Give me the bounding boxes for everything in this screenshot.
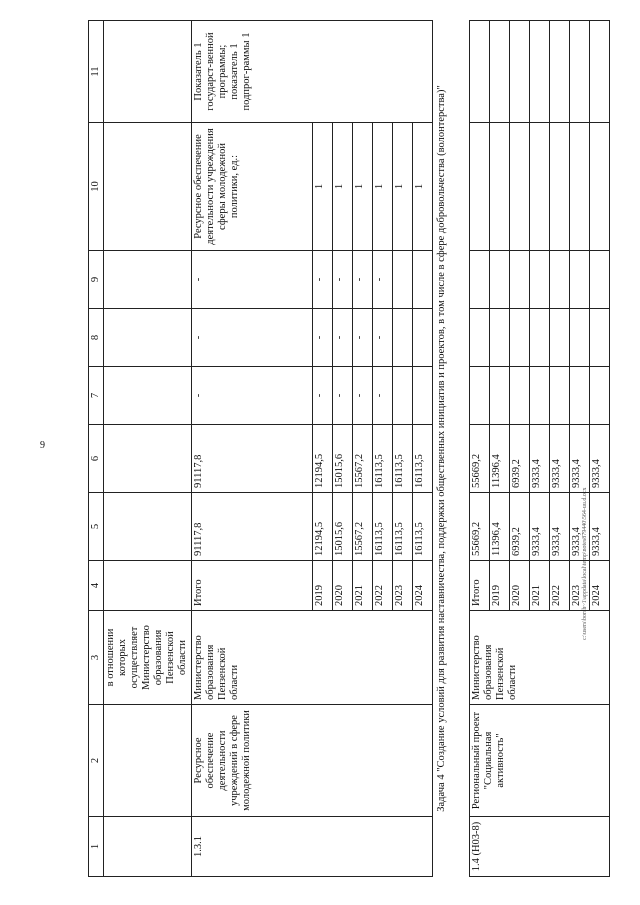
header-col-4: 4 bbox=[89, 561, 104, 611]
header-col-3: 3 bbox=[89, 611, 104, 705]
amount-cell: 9333,4 bbox=[529, 493, 549, 561]
dash-cell: - bbox=[312, 367, 332, 425]
continuation-executor: в отношении которых осуществляет Министерство образования Пензенской области bbox=[104, 611, 191, 705]
dash-cell: - bbox=[312, 309, 332, 367]
amount-cell: 12194,5 bbox=[312, 493, 332, 561]
row-1-4-total bbox=[469, 21, 489, 877]
amount-cell: 15015,6 bbox=[332, 493, 352, 561]
dash-cell: - bbox=[372, 251, 392, 309]
row-1-3-1-total-sum: 91117,8 bbox=[191, 493, 312, 561]
amount-cell: 11396,4 bbox=[489, 493, 509, 561]
year-cell: 2021 bbox=[529, 561, 549, 611]
amount-cell: 6939,2 bbox=[509, 425, 529, 493]
amount-cell: 16113,5 bbox=[372, 493, 392, 561]
dash-cell: - bbox=[372, 367, 392, 425]
dash-cell bbox=[392, 251, 412, 309]
year-cell: 2021 bbox=[352, 561, 372, 611]
task4-section-row bbox=[432, 21, 469, 877]
amount-cell: 16113,5 bbox=[392, 493, 412, 561]
row-1-4-code: 1.4 (Н03-8) bbox=[469, 817, 609, 877]
header-col-8: 8 bbox=[89, 309, 104, 367]
row-1-4-name: Региональный проект "Социальная активность" bbox=[469, 705, 609, 817]
row-1-3-1-regional-sum: 91117,8 bbox=[191, 425, 312, 493]
amount-cell: 11396,4 bbox=[489, 425, 509, 493]
amount-cell: 12194,5 bbox=[312, 425, 332, 493]
program-table bbox=[88, 20, 610, 877]
dash-cell: - bbox=[332, 251, 352, 309]
amount-cell: 9333,4 bbox=[569, 425, 589, 493]
amount-cell: 9333,4 bbox=[569, 493, 589, 561]
amount-cell: 16113,5 bbox=[412, 425, 432, 493]
row-1-3-1-indicator: Ресурсное обеспечение деятельности учреждения сферы молодежной политики, ед.: bbox=[191, 123, 312, 251]
indicator-value: 1 bbox=[412, 123, 432, 251]
row-1-3-1-federal: - bbox=[191, 367, 312, 425]
year-cell: 2023 bbox=[569, 561, 589, 611]
row-1-3-1-other: - bbox=[191, 251, 312, 309]
dash-cell bbox=[392, 309, 412, 367]
dash-cell: - bbox=[332, 309, 352, 367]
header-col-9: 9 bbox=[89, 251, 104, 309]
row-1-4-regional-sum: 55669,2 bbox=[469, 425, 489, 493]
year-cell: 2019 bbox=[312, 561, 332, 611]
dash-cell bbox=[392, 367, 412, 425]
indicator-value: 1 bbox=[392, 123, 412, 251]
amount-cell: 15015,6 bbox=[332, 425, 352, 493]
year-cell: 2020 bbox=[332, 561, 352, 611]
row-1-4-total-sum: 55669,2 bbox=[469, 493, 489, 561]
row-1-4-executor: Министерство образования Пензенской области bbox=[469, 611, 609, 705]
amount-cell: 6939,2 bbox=[509, 493, 529, 561]
header-col-10: 10 bbox=[89, 123, 104, 251]
indicator-value: 1 bbox=[352, 123, 372, 251]
dash-cell bbox=[412, 309, 432, 367]
amount-cell: 15567,2 bbox=[352, 493, 372, 561]
header-col-1: 1 bbox=[89, 817, 104, 877]
year-cell: 2024 bbox=[412, 561, 432, 611]
dash-cell: - bbox=[372, 309, 392, 367]
row-1-3-1-name: Ресурсное обеспечение деятельности учреждений в сфере молодежной политики bbox=[191, 705, 432, 817]
amount-cell: 16113,5 bbox=[392, 425, 412, 493]
dash-cell: - bbox=[352, 251, 372, 309]
header-col-5: 5 bbox=[89, 493, 104, 561]
year-cell: 2023 bbox=[392, 561, 412, 611]
header-col-6: 6 bbox=[89, 425, 104, 493]
amount-cell: 16113,5 bbox=[412, 493, 432, 561]
dash-cell: - bbox=[312, 251, 332, 309]
row-1-3-1-total bbox=[191, 21, 312, 877]
header-col-11: 11 bbox=[89, 21, 104, 123]
dash-cell: - bbox=[352, 367, 372, 425]
dash-cell bbox=[412, 251, 432, 309]
indicator-value: 1 bbox=[332, 123, 352, 251]
year-cell: 2024 bbox=[589, 561, 609, 611]
row-1-3-1-local: - bbox=[191, 309, 312, 367]
year-cell: 2022 bbox=[549, 561, 569, 611]
row-1-3-1-code: 1.3.1 bbox=[191, 817, 432, 877]
amount-cell: 9333,4 bbox=[589, 425, 609, 493]
amount-cell: 15567,2 bbox=[352, 425, 372, 493]
header-col-7: 7 bbox=[89, 367, 104, 425]
page-number: 9 bbox=[40, 440, 45, 451]
row-1-3-1-program-link: Показатель 1 государст-венной программы; показатель 1 подпрог-раммы 1 bbox=[191, 21, 432, 123]
year-cell: 2019 bbox=[489, 561, 509, 611]
dash-cell: - bbox=[352, 309, 372, 367]
year-cell: 2020 bbox=[509, 561, 529, 611]
row-1-3-1-period: Итого bbox=[191, 561, 312, 611]
header-col-2: 2 bbox=[89, 705, 104, 817]
indicator-value: 1 bbox=[312, 123, 332, 251]
row-1-3-1-executor: Министерство образования Пензенской области bbox=[191, 611, 432, 705]
dash-cell bbox=[412, 367, 432, 425]
task4-title: Задача 4 "Создание условий для развития наставничества, поддержки общественных инициатив и проектов, в том числе в сфере добровольчества (волонтерства)" bbox=[432, 21, 469, 877]
amount-cell: 9333,4 bbox=[529, 425, 549, 493]
amount-cell: 9333,4 bbox=[589, 493, 609, 561]
indicator-value: 1 bbox=[372, 123, 392, 251]
amount-cell: 9333,4 bbox=[549, 493, 569, 561]
continuation-row bbox=[104, 21, 191, 877]
row-1-4-period: Итого bbox=[469, 561, 489, 611]
header-numbers-row bbox=[89, 21, 104, 877]
year-cell: 2022 bbox=[372, 561, 392, 611]
amount-cell: 16113,5 bbox=[372, 425, 392, 493]
footer-path: c:\users\borsh~1\appdata\local\temp\notes879440\564-uu.d.ocx bbox=[582, 487, 588, 640]
amount-cell: 9333,4 bbox=[549, 425, 569, 493]
dash-cell: - bbox=[332, 367, 352, 425]
